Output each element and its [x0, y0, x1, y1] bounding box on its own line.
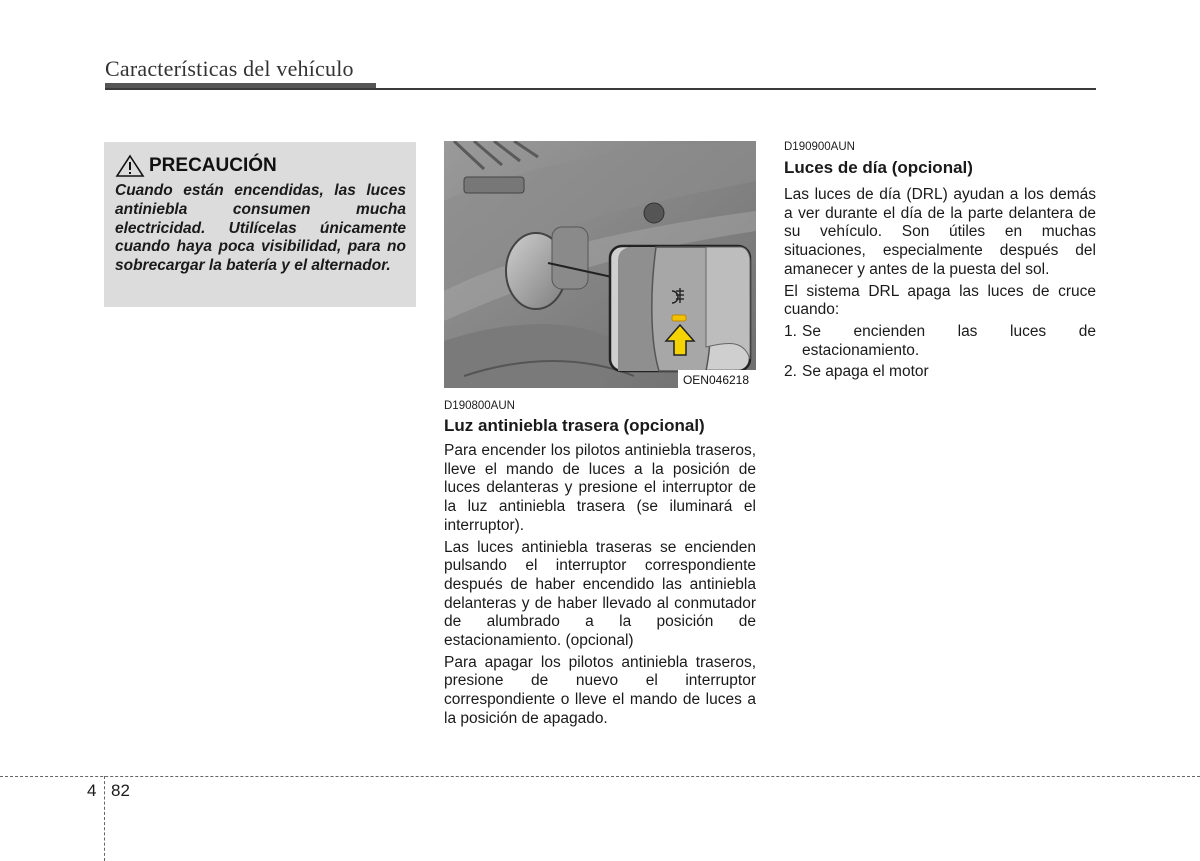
figure-label: OEN046218	[682, 373, 750, 387]
paragraph: El sistema DRL apaga las luces de cruce cuando:	[784, 282, 1096, 319]
rear-fog-body	[444, 442, 756, 732]
rear-fog-code: D190800AUN	[444, 400, 515, 412]
header-rule	[105, 88, 1096, 90]
page-header-title: Características del vehículo	[105, 56, 354, 81]
rear-fog-switch-illustration	[444, 141, 756, 388]
caution-header	[115, 154, 406, 178]
drl-body	[784, 186, 1096, 385]
list-item-number: 2.	[784, 363, 797, 381]
warning-triangle-icon	[115, 154, 145, 178]
list-item-text: Se apaga el motor	[802, 363, 929, 381]
list-item	[784, 363, 1096, 382]
page-number: 82	[111, 781, 130, 800]
chapter-number: 4	[87, 781, 97, 800]
paragraph: Las luces antiniebla traseras se encienden pulsando el interruptor correspondiente después de haber encendido las antiniebla delanteras y de haber llevado al conmutador de alumbrado a la posición de estacionamiento. (opcional)	[444, 538, 756, 650]
drl-heading: Luces de día (opcional)	[784, 158, 973, 177]
paragraph: Para encender los pilotos antiniebla traseros, lleve el mando de luces a la posición de luces delanteras y presione el interruptor de la luz antiniebla trasera (se iluminará el interruptor).	[444, 442, 756, 534]
paragraph: Para apagar los pilotos antiniebla traseros, presione de nuevo el interruptor correspondiente o lleve el mando de luces a la posición de apagado.	[444, 653, 756, 727]
list-item-text: Se encienden las luces de estacionamiento.	[802, 322, 1096, 359]
rear-fog-heading: Luz antiniebla trasera (opcional)	[444, 416, 705, 435]
paragraph: Las luces de día (DRL) ayudan a los demás a ver durante el día de la parte delantera de su vehículo. Son útiles en muchas situaciones, especialmente después del amanecer y antes de la puesta del sol.	[784, 186, 1096, 278]
list-item-number: 1.	[784, 322, 797, 340]
dashboard-illustration	[444, 141, 756, 388]
footer-rule	[0, 776, 1200, 777]
drl-conditions-list	[784, 323, 1096, 382]
list-item	[784, 323, 1096, 360]
caution-text: Cuando están encendidas, las luces antiniebla consumen mucha electricidad. Utilícelas únicamente cuando haya poca visibilidad, para no sobrecargar la batería y el alternador.	[115, 182, 406, 275]
caution-box	[104, 142, 416, 307]
drl-code: D190900AUN	[784, 141, 855, 153]
footer-vertical-rule	[104, 776, 105, 861]
caution-title: PRECAUCIÓN	[149, 155, 277, 176]
